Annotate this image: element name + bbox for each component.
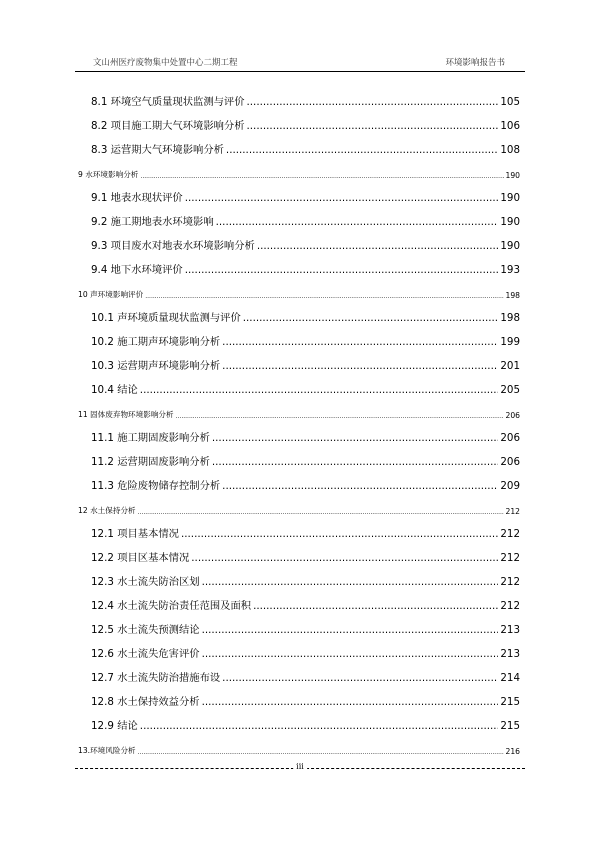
toc-section-entry[interactable] bbox=[78, 636, 520, 660]
toc-leader-dots bbox=[216, 216, 499, 228]
toc-entry-page: 206 bbox=[500, 456, 520, 468]
toc-entry-title: 9.1 地表水现状评价 bbox=[91, 192, 183, 204]
toc-entry-title: 12.7 水土流失防治措施布设 bbox=[91, 672, 221, 684]
toc-entry-title: 10.2 施工期声环境影响分析 bbox=[91, 336, 221, 348]
toc-section-entry[interactable] bbox=[78, 708, 520, 732]
toc-entry-title: 8.3 运营期大气环境影响分析 bbox=[91, 144, 224, 156]
toc-leader-dots bbox=[247, 96, 499, 108]
toc-leader-dots bbox=[202, 696, 499, 708]
toc-section-entry[interactable] bbox=[78, 588, 520, 612]
toc-section-entry[interactable] bbox=[78, 612, 520, 636]
toc-leader-dots bbox=[138, 509, 504, 516]
toc-entry-page: 198 bbox=[505, 291, 520, 300]
toc-section-entry[interactable] bbox=[78, 348, 520, 372]
toc-entry-title: 12.5 水土流失预测结论 bbox=[91, 624, 200, 636]
toc-leader-dots bbox=[212, 456, 498, 468]
toc-entry-page: 106 bbox=[500, 120, 520, 132]
toc-entry-title: 10 声环境影响评价 bbox=[78, 290, 144, 299]
toc-section-entry[interactable] bbox=[78, 204, 520, 228]
toc-entry-title: 12.4 水土流失防治责任范围及面积 bbox=[91, 600, 252, 612]
toc-leader-dots bbox=[181, 528, 498, 540]
toc-entry-title: 12.3 水土流失防治区划 bbox=[91, 576, 200, 588]
toc-entry-title: 13.环境风险分析 bbox=[78, 746, 136, 755]
toc-chapter-entry[interactable] bbox=[78, 732, 520, 756]
toc-chapter-entry[interactable] bbox=[78, 276, 520, 300]
toc-entry-page: 201 bbox=[500, 360, 520, 372]
toc-entry-title: 12.2 项目区基本情况 bbox=[91, 552, 190, 564]
toc-leader-dots bbox=[140, 720, 499, 732]
toc-section-entry[interactable] bbox=[78, 180, 520, 204]
toc-entry-page: 105 bbox=[500, 96, 520, 108]
toc-chapter-entry[interactable] bbox=[78, 156, 520, 180]
toc-leader-dots bbox=[222, 360, 498, 372]
footer bbox=[75, 762, 525, 776]
toc-entry-page: 213 bbox=[500, 648, 520, 660]
toc-section-entry[interactable] bbox=[78, 564, 520, 588]
toc-leader-dots bbox=[185, 264, 499, 276]
page-header bbox=[75, 54, 525, 72]
toc-entry-page: 108 bbox=[500, 144, 520, 156]
table-of-contents bbox=[78, 84, 520, 756]
header-rule bbox=[75, 71, 525, 72]
toc-entry-title: 9.2 施工期地表水环境影响 bbox=[91, 216, 214, 228]
toc-section-entry[interactable] bbox=[78, 516, 520, 540]
toc-entry-title: 12 水土保持分析 bbox=[78, 506, 136, 515]
toc-leader-dots bbox=[222, 672, 498, 684]
toc-section-entry[interactable] bbox=[78, 108, 520, 132]
toc-entry-title: 11.2 运营期固废影响分析 bbox=[91, 456, 210, 468]
toc-entry-page: 190 bbox=[500, 192, 520, 204]
toc-entry-title: 9.4 地下水环境评价 bbox=[91, 264, 183, 276]
toc-section-entry[interactable] bbox=[78, 444, 520, 468]
toc-entry-page: 212 bbox=[500, 576, 520, 588]
toc-entry-title: 12.6 水土流失危害评价 bbox=[91, 648, 200, 660]
toc-leader-dots bbox=[243, 312, 499, 324]
toc-entry-title: 11 固体废弃物环境影响分析 bbox=[78, 410, 174, 419]
toc-entry-title: 10.3 运营期声环境影响分析 bbox=[91, 360, 221, 372]
toc-chapter-entry[interactable] bbox=[78, 396, 520, 420]
toc-entry-page: 190 bbox=[505, 171, 520, 180]
toc-section-entry[interactable] bbox=[78, 228, 520, 252]
toc-leader-dots bbox=[222, 480, 498, 492]
toc-entry-page: 212 bbox=[500, 600, 520, 612]
toc-leader-dots bbox=[247, 120, 499, 132]
toc-entry-title: 12.1 项目基本情况 bbox=[91, 528, 179, 540]
toc-section-entry[interactable] bbox=[78, 660, 520, 684]
toc-leader-dots bbox=[226, 144, 498, 156]
toc-entry-title: 9 水环境影响分析 bbox=[78, 170, 139, 179]
toc-entry-title: 9.3 项目废水对地表水环境影响分析 bbox=[91, 240, 255, 252]
toc-section-entry[interactable] bbox=[78, 84, 520, 108]
toc-section-entry[interactable] bbox=[78, 252, 520, 276]
toc-section-entry[interactable] bbox=[78, 372, 520, 396]
toc-leader-dots bbox=[185, 192, 499, 204]
toc-leader-dots bbox=[257, 240, 499, 252]
toc-entry-page: 215 bbox=[500, 696, 520, 708]
toc-entry-page: 209 bbox=[500, 480, 520, 492]
toc-entry-title: 12.9 结论 bbox=[91, 720, 138, 732]
footer-page-number: iii bbox=[293, 762, 307, 771]
toc-leader-dots bbox=[138, 749, 504, 756]
toc-entry-title: 11.1 施工期固废影响分析 bbox=[91, 432, 210, 444]
toc-entry-title: 12.8 水土保持效益分析 bbox=[91, 696, 200, 708]
toc-leader-dots bbox=[191, 552, 498, 564]
toc-leader-dots bbox=[202, 624, 499, 636]
toc-entry-page: 212 bbox=[500, 528, 520, 540]
toc-entry-page: 205 bbox=[500, 384, 520, 396]
toc-leader-dots bbox=[222, 336, 498, 348]
toc-entry-title: 10.1 声环境质量现状监测与评价 bbox=[91, 312, 241, 324]
toc-entry-page: 206 bbox=[500, 432, 520, 444]
toc-entry-page: 212 bbox=[500, 552, 520, 564]
toc-entry-title: 8.1 环境空气质量现状监测与评价 bbox=[91, 96, 245, 108]
toc-entry-page: 215 bbox=[500, 720, 520, 732]
toc-section-entry[interactable] bbox=[78, 300, 520, 324]
toc-section-entry[interactable] bbox=[78, 468, 520, 492]
toc-leader-dots bbox=[212, 432, 498, 444]
toc-entry-page: 199 bbox=[500, 336, 520, 348]
toc-entry-page: 214 bbox=[500, 672, 520, 684]
toc-entry-page: 206 bbox=[505, 411, 520, 420]
toc-section-entry[interactable] bbox=[78, 540, 520, 564]
toc-entry-page: 190 bbox=[500, 216, 520, 228]
toc-leader-dots bbox=[145, 293, 503, 300]
toc-section-entry[interactable] bbox=[78, 132, 520, 156]
header-project-title: 文山州医疗废物集中处置中心二期工程 bbox=[93, 58, 238, 68]
toc-leader-dots bbox=[140, 173, 503, 180]
toc-leader-dots bbox=[176, 413, 504, 420]
toc-entry-page: 198 bbox=[500, 312, 520, 324]
toc-entry-page: 212 bbox=[505, 507, 520, 516]
toc-chapter-entry[interactable] bbox=[78, 492, 520, 516]
toc-entry-title: 11.3 危险废物储存控制分析 bbox=[91, 480, 221, 492]
toc-entry-page: 216 bbox=[505, 747, 520, 756]
toc-entry-title: 8.2 项目施工期大气环境影响分析 bbox=[91, 120, 245, 132]
toc-entry-page: 193 bbox=[500, 264, 520, 276]
toc-leader-dots bbox=[140, 384, 499, 396]
toc-section-entry[interactable] bbox=[78, 420, 520, 444]
toc-section-entry[interactable] bbox=[78, 684, 520, 708]
header-report-title: 环境影响报告书 bbox=[445, 58, 505, 68]
toc-entry-page: 213 bbox=[500, 624, 520, 636]
toc-leader-dots bbox=[202, 648, 499, 660]
toc-entry-page: 190 bbox=[500, 240, 520, 252]
toc-section-entry[interactable] bbox=[78, 324, 520, 348]
toc-entry-title: 10.4 结论 bbox=[91, 384, 138, 396]
toc-leader-dots bbox=[202, 576, 499, 588]
toc-leader-dots bbox=[253, 600, 498, 612]
